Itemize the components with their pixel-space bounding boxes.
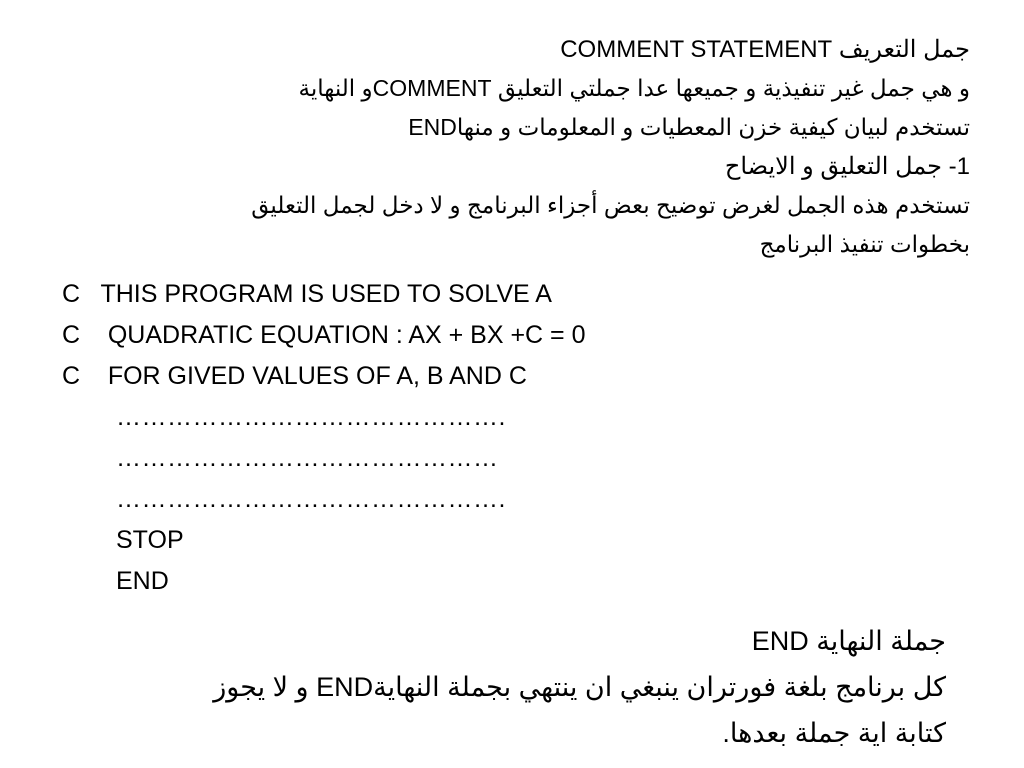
code-line-ellipsis-1: ………………………………………. <box>116 403 506 431</box>
comment-subheading: 1- جمل التعليق و الايضاح <box>724 153 970 180</box>
code-line-stop: STOP <box>116 526 184 554</box>
end-description-line-2: كتابة اية جملة بعدها. <box>722 718 946 748</box>
code-line-comment-3: C FOR GIVED VALUES OF A, B AND C <box>62 362 527 390</box>
comment-statement-section <box>50 30 970 264</box>
comment-description-line-4: بخطوات تنفيذ البرنامج <box>759 231 970 257</box>
comment-description-line-3: تستخدم هذه الجمل لغرض توضيح بعض أجزاء البرنامج و لا دخل لجمل التعليق <box>251 192 970 218</box>
end-statement-heading: جملة النهاية END <box>751 626 946 656</box>
end-statement-section <box>46 618 946 756</box>
code-line-ellipsis-2: ……………………………………… <box>116 444 499 472</box>
code-line-comment-1: C THIS PROGRAM IS USED TO SOLVE A <box>62 280 552 308</box>
end-description-line-1: كل برنامج بلغة فورتران ينبغي ان ينتهي بجملة النهايةEND و لا يجوز <box>213 672 946 702</box>
code-line-comment-2: C QUADRATIC EQUATION : AX + BX +C = 0 <box>62 321 586 349</box>
code-line-end: END <box>116 567 169 595</box>
code-example <box>62 274 762 602</box>
comment-statement-heading: جمل التعريف COMMENT STATEMENT <box>560 36 970 63</box>
code-line-ellipsis-3: ………………………………………. <box>116 485 506 513</box>
comment-description-line-1: و هي جمل غير تنفيذية و جميعها عدا جملتي التعليق COMMENTو النهاية <box>298 75 970 101</box>
comment-description-line-2: ENDتستخدم لبيان كيفية خزن المعطيات و المعلومات و منها <box>408 114 970 140</box>
